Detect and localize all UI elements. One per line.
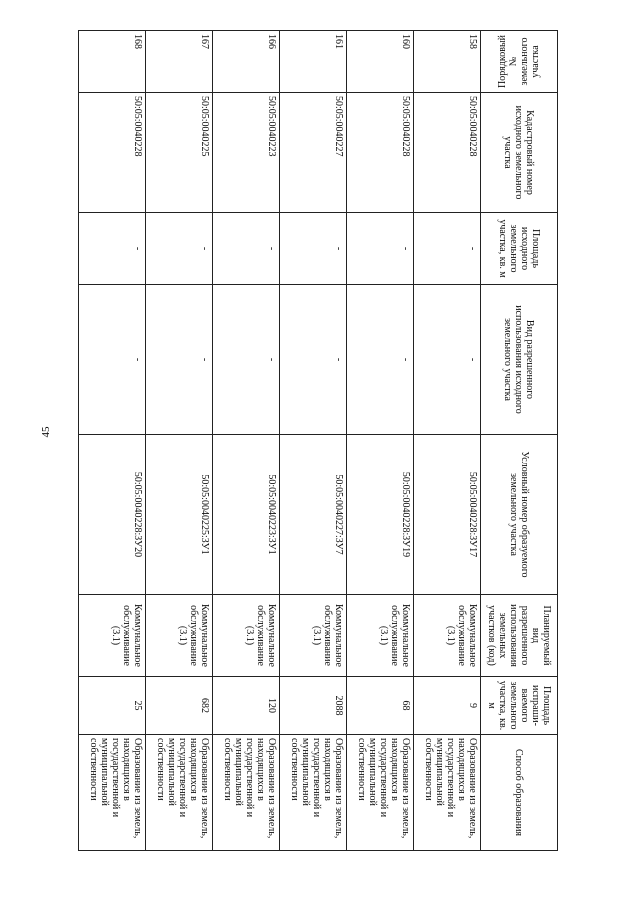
cell-formation-method: Образование из земель, находящихся в государственной и муниципальной собственности xyxy=(213,735,280,851)
cell-requested-area: 682 xyxy=(146,677,213,735)
cell-source-area: - xyxy=(347,213,414,285)
cell-formation-method: Образование из земель, находящихся в государственной и муниципальной собственности xyxy=(280,735,347,851)
cell-source-cadastral: 50:05:0040228 xyxy=(347,93,414,213)
cell-formation-method: Образование из земель, находящихся в государственной и муниципальной собственности xyxy=(146,735,213,851)
cell-requested-area: 68 xyxy=(347,677,414,735)
cell-source-cadastral: 50:05:0040225 xyxy=(146,93,213,213)
land-plots-table-container xyxy=(88,30,558,850)
cell-formation-method: Образование из земель, находящихся в государственной и муниципальной собственности xyxy=(79,735,146,851)
cell-requested-area: 9 xyxy=(414,677,481,735)
cell-source-cadastral: 50:05:0040228 xyxy=(79,93,146,213)
cell-source-use: - xyxy=(414,285,481,435)
cell-plot-number: 167 xyxy=(146,31,213,93)
cell-planned-use: Коммунальное обслуживание (3.1) xyxy=(280,595,347,677)
page-number: 45 xyxy=(40,426,52,438)
header-source-area: Площадь исходного земельного участка, кв. м xyxy=(481,213,558,285)
cell-planned-use: Коммунальное обслуживание (3.1) xyxy=(79,595,146,677)
cell-source-area: - xyxy=(79,213,146,285)
cell-planned-use: Коммунальное обслуживание (3.1) xyxy=(146,595,213,677)
cell-source-use: - xyxy=(146,285,213,435)
cell-plot-number: 160 xyxy=(347,31,414,93)
table-row xyxy=(347,31,414,851)
cell-plot-number: 161 xyxy=(280,31,347,93)
cell-source-cadastral: 50:05:0040228 xyxy=(414,93,481,213)
cell-requested-area: 25 xyxy=(79,677,146,735)
cell-planned-use: Коммунальное обслуживание (3.1) xyxy=(213,595,280,677)
cell-source-cadastral: 50:05:0040223 xyxy=(213,93,280,213)
header-source-cadastral: Кадастровый номер исходного земельного участка xyxy=(481,93,558,213)
header-source-use: Вид разрешенного использования исходного земельного участка xyxy=(481,285,558,435)
table-row xyxy=(79,31,146,851)
cell-source-cadastral: 50:05:0040227 xyxy=(280,93,347,213)
cell-source-area: - xyxy=(213,213,280,285)
table-row xyxy=(414,31,481,851)
header-formation-method: Способ образования xyxy=(481,735,558,851)
header-planned-use: Планируемый вид разрешенного использования земельных участков (код) xyxy=(481,595,558,677)
table-row xyxy=(213,31,280,851)
cell-conditional-number: 50:05:0040225:ЗУ1 xyxy=(146,435,213,595)
cell-formation-method: Образование из земель, находящихся в государственной и муниципальной собственности xyxy=(347,735,414,851)
table-header-row xyxy=(481,31,558,851)
cell-planned-use: Коммунальное обслуживание (3.1) xyxy=(347,595,414,677)
header-plot-number xyxy=(481,31,558,93)
land-plots-table xyxy=(78,30,558,851)
cell-plot-number: 166 xyxy=(213,31,280,93)
cell-requested-area: 120 xyxy=(213,677,280,735)
header-conditional-number: Условный номер образуемого земельного участка xyxy=(481,435,558,595)
cell-source-use: - xyxy=(347,285,414,435)
cell-source-use: - xyxy=(280,285,347,435)
header-plot-number-text: Порядковый № земельного участка xyxy=(497,34,541,89)
cell-requested-area: 2088 xyxy=(280,677,347,735)
table-row xyxy=(280,31,347,851)
cell-formation-method: Образование из земель, находящихся в государственной и муниципальной собственности xyxy=(414,735,481,851)
table-row xyxy=(146,31,213,851)
cell-source-area: - xyxy=(280,213,347,285)
cell-plot-number: 168 xyxy=(79,31,146,93)
cell-source-area: - xyxy=(146,213,213,285)
cell-conditional-number: 50:05:0040228:ЗУ19 xyxy=(347,435,414,595)
cell-plot-number: 158 xyxy=(414,31,481,93)
header-requested-area: Площадь испраши-ваемого земельного участка, кв. м xyxy=(481,677,558,735)
cell-conditional-number: 50:05:0040228:ЗУ17 xyxy=(414,435,481,595)
cell-conditional-number: 50:05:0040223:ЗУ1 xyxy=(213,435,280,595)
cell-conditional-number: 50:05:0040228:ЗУ20 xyxy=(79,435,146,595)
cell-source-use: - xyxy=(213,285,280,435)
cell-planned-use: Коммунальное обслуживание (3.1) xyxy=(414,595,481,677)
cell-source-area: - xyxy=(414,213,481,285)
cell-source-use: - xyxy=(79,285,146,435)
cell-conditional-number: 50:05:0040227:ЗУ7 xyxy=(280,435,347,595)
